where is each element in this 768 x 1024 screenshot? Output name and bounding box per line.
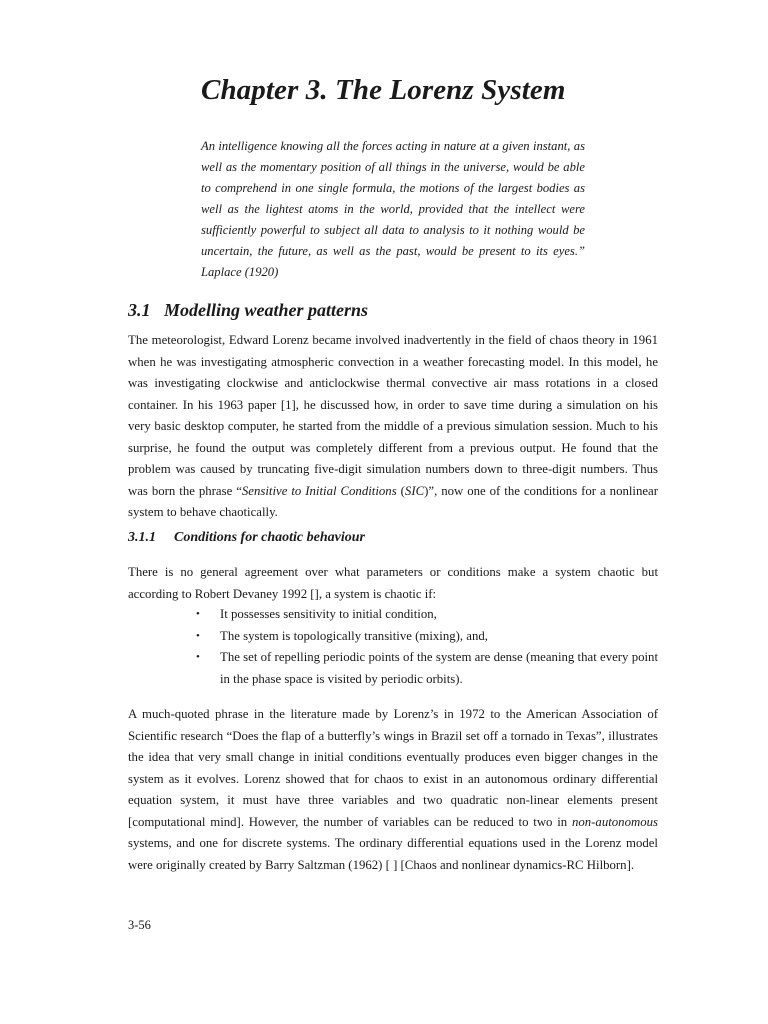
list-item-text: It possesses sensitivity to initial condition,: [220, 607, 437, 621]
section-number: 3.1: [128, 300, 151, 320]
section-paragraph-emphasis1: Sensitive to Initial Conditions: [241, 483, 397, 498]
epigraph: [201, 136, 585, 283]
subsection-paragraph-emphasis: non-autonomous: [571, 814, 658, 829]
bullet-icon: •: [196, 608, 200, 620]
page-number: 3-56: [128, 918, 151, 932]
subsection-title: Conditions for chaotic behaviour: [174, 530, 365, 545]
section-heading: [128, 300, 368, 321]
subsection-heading: [128, 530, 365, 546]
conditions-list: [196, 604, 658, 690]
section-paragraph-emphasis2: SIC: [404, 483, 425, 498]
section-paragraph-part2: (: [396, 483, 405, 498]
section-title: Modelling weather patterns: [164, 300, 369, 320]
section-paragraph-part1: The meteorologist, Edward Lorenz became involved inadvertently in the field of chaos theory in 1961 when he was investigating atmospheric convection in a weather forecasting model. In this model, he was investigating clockwise and anticlockwise thermal convective air mass rotations in a closed container. In his 1963 paper [1], he discussed how, in order to save time during a simulation on his very basic desktop computer, he started from the middle of a previous simulation session. Much to his surprise, he found the output was completely different from a previous output. He found that the problem was caused by truncating five-digit simulation numbers down to three-digit numbers. Thus was born the phrase “: [128, 333, 658, 498]
list-item: [196, 647, 658, 690]
subsection-paragraph-part2: systems, and one for discrete systems. The ordinary differential equations used in the Lorenz model were originally created by Barry Saltzman (1962) [ ] [Chaos and nonlinear dynamics-RC Hilborn].: [128, 836, 658, 872]
subsection-intro: There is no general agreement over what parameters or conditions make a system chaotic but according to Robert Devaney 1992 [], a system is chaotic if:: [128, 565, 658, 601]
epigraph-quote: An intelligence knowing all the forces acting in nature at a given instant, as well as the momentary position of all things in the universe, would be able to comprehend in one single formula, the motions of the largest bodies as well as the lightest atoms in the world, provided that the intellect were sufficiently powerful to subject all data to analysis to it nothing would be uncertain, the future, as well as the past, would be present to its eyes.”: [201, 139, 585, 258]
list-item: [196, 604, 658, 626]
bullet-icon: •: [196, 651, 200, 663]
section-paragraph: [128, 330, 658, 524]
chapter-title: Chapter 3. The Lorenz System: [201, 74, 566, 106]
list-item-text: The set of repelling periodic points of the system are dense (meaning that every point in the phase space is visited by periodic orbits).: [220, 650, 658, 686]
list-item-text: The system is topologically transitive (mixing), and,: [220, 628, 488, 643]
subsection-paragraph: [128, 704, 658, 876]
subsection-number: 3.1.1: [128, 530, 156, 545]
epigraph-attribution: Laplace (1920): [201, 265, 279, 279]
list-item: [196, 626, 658, 648]
section-paragraph-part3: )”, now one of the conditions for a nonlinear system to behave chaotically.: [128, 483, 658, 519]
subsection-paragraph-part1: A much-quoted phrase in the literature made by Lorenz’s in 1972 to the American Association of Scientific research “Does the flap of a butterfly’s wings in Brazil set off a tornado in Texas”, illustrates the idea that very small change in initial conditions eventually produces even bigger changes in the system as it evolves. Lorenz showed that for chaos to exist in an autonomous ordinary differential equation system, it must have three variables and two quadratic non-linear elements present [computational mind]. However, the number of variables can be reduced to two in: [128, 707, 658, 829]
bullet-icon: •: [196, 629, 200, 642]
